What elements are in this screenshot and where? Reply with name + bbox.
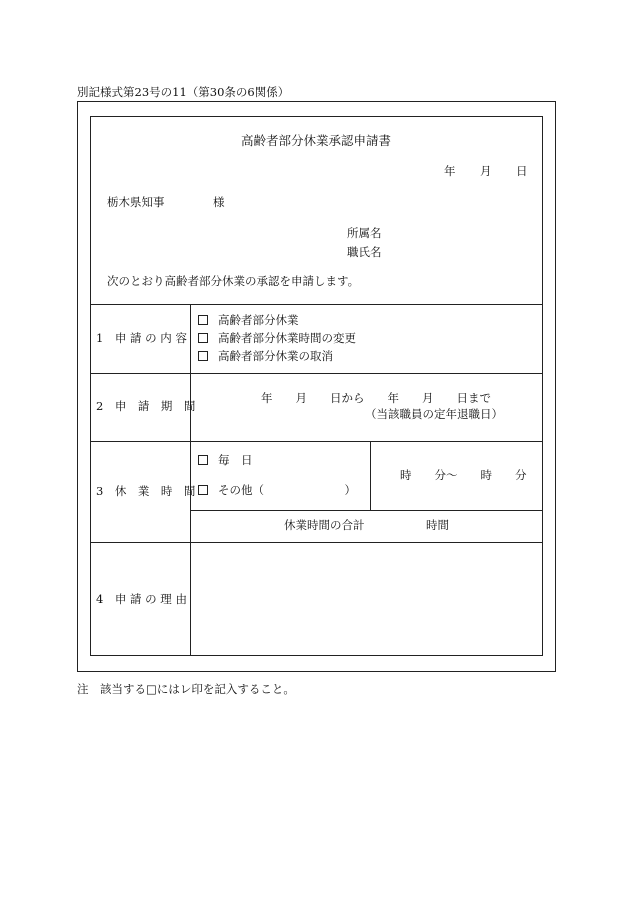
option-daily[interactable]: 毎 日 [198, 455, 253, 467]
option-cancel[interactable]: 高齢者部分休業の取消 [198, 351, 333, 363]
name-label: 職氏名 [347, 245, 382, 259]
period-date-range[interactable]: 年 月 日から 年 月 日まで [261, 391, 491, 405]
date-year-label: 年 [444, 164, 456, 178]
total-hours-unit[interactable]: 時間 [426, 518, 449, 532]
option-partial-leave[interactable]: 高齢者部分休業 [198, 315, 299, 327]
period-row-label: 2 申 請 期 間 [96, 399, 196, 413]
reason-row-label: 4 申 請 の 理 由 [96, 592, 187, 606]
affiliation-label: 所属名 [347, 226, 382, 240]
column-divider [190, 304, 191, 656]
row-divider [190, 510, 543, 511]
date-day-label: 日 [516, 164, 528, 178]
reason-input-area[interactable] [192, 544, 541, 654]
form-title: 高齢者部分休業承認申請書 [241, 133, 392, 148]
row-divider [90, 304, 543, 305]
option-change-hours[interactable]: 高齢者部分休業時間の変更 [198, 333, 356, 345]
form-number-note: 別記様式第23号の11（第30条の6関係） [77, 85, 290, 99]
checkbox[interactable] [198, 333, 208, 343]
checkbox[interactable] [198, 455, 208, 465]
row-divider [90, 542, 543, 543]
hours-row-label: 3 休 業 時 間 [96, 484, 196, 498]
option-other[interactable]: その他（ ） [198, 485, 356, 497]
addressee: 栃木県知事 [107, 195, 165, 209]
row-divider [90, 441, 543, 442]
application-statement: 次のとおり高齢者部分休業の承認を申請します。 [107, 274, 360, 288]
footnote: 注 該当する□にはレ印を記入すること。 [77, 682, 295, 696]
honorific: 様 [213, 195, 225, 209]
total-hours-label: 休業時間の合計 [284, 518, 365, 532]
checkbox[interactable] [198, 315, 208, 325]
period-note: （当該職員の定年退職日） [365, 407, 503, 421]
content-row-label: 1 申 請 の 内 容 [96, 331, 187, 345]
column-divider [370, 441, 371, 510]
time-range[interactable]: 時 分～ 時 分 [400, 468, 527, 482]
checkbox[interactable] [198, 485, 208, 495]
row-divider [90, 373, 543, 374]
checkbox[interactable] [198, 351, 208, 361]
date-month-label: 月 [480, 164, 492, 178]
